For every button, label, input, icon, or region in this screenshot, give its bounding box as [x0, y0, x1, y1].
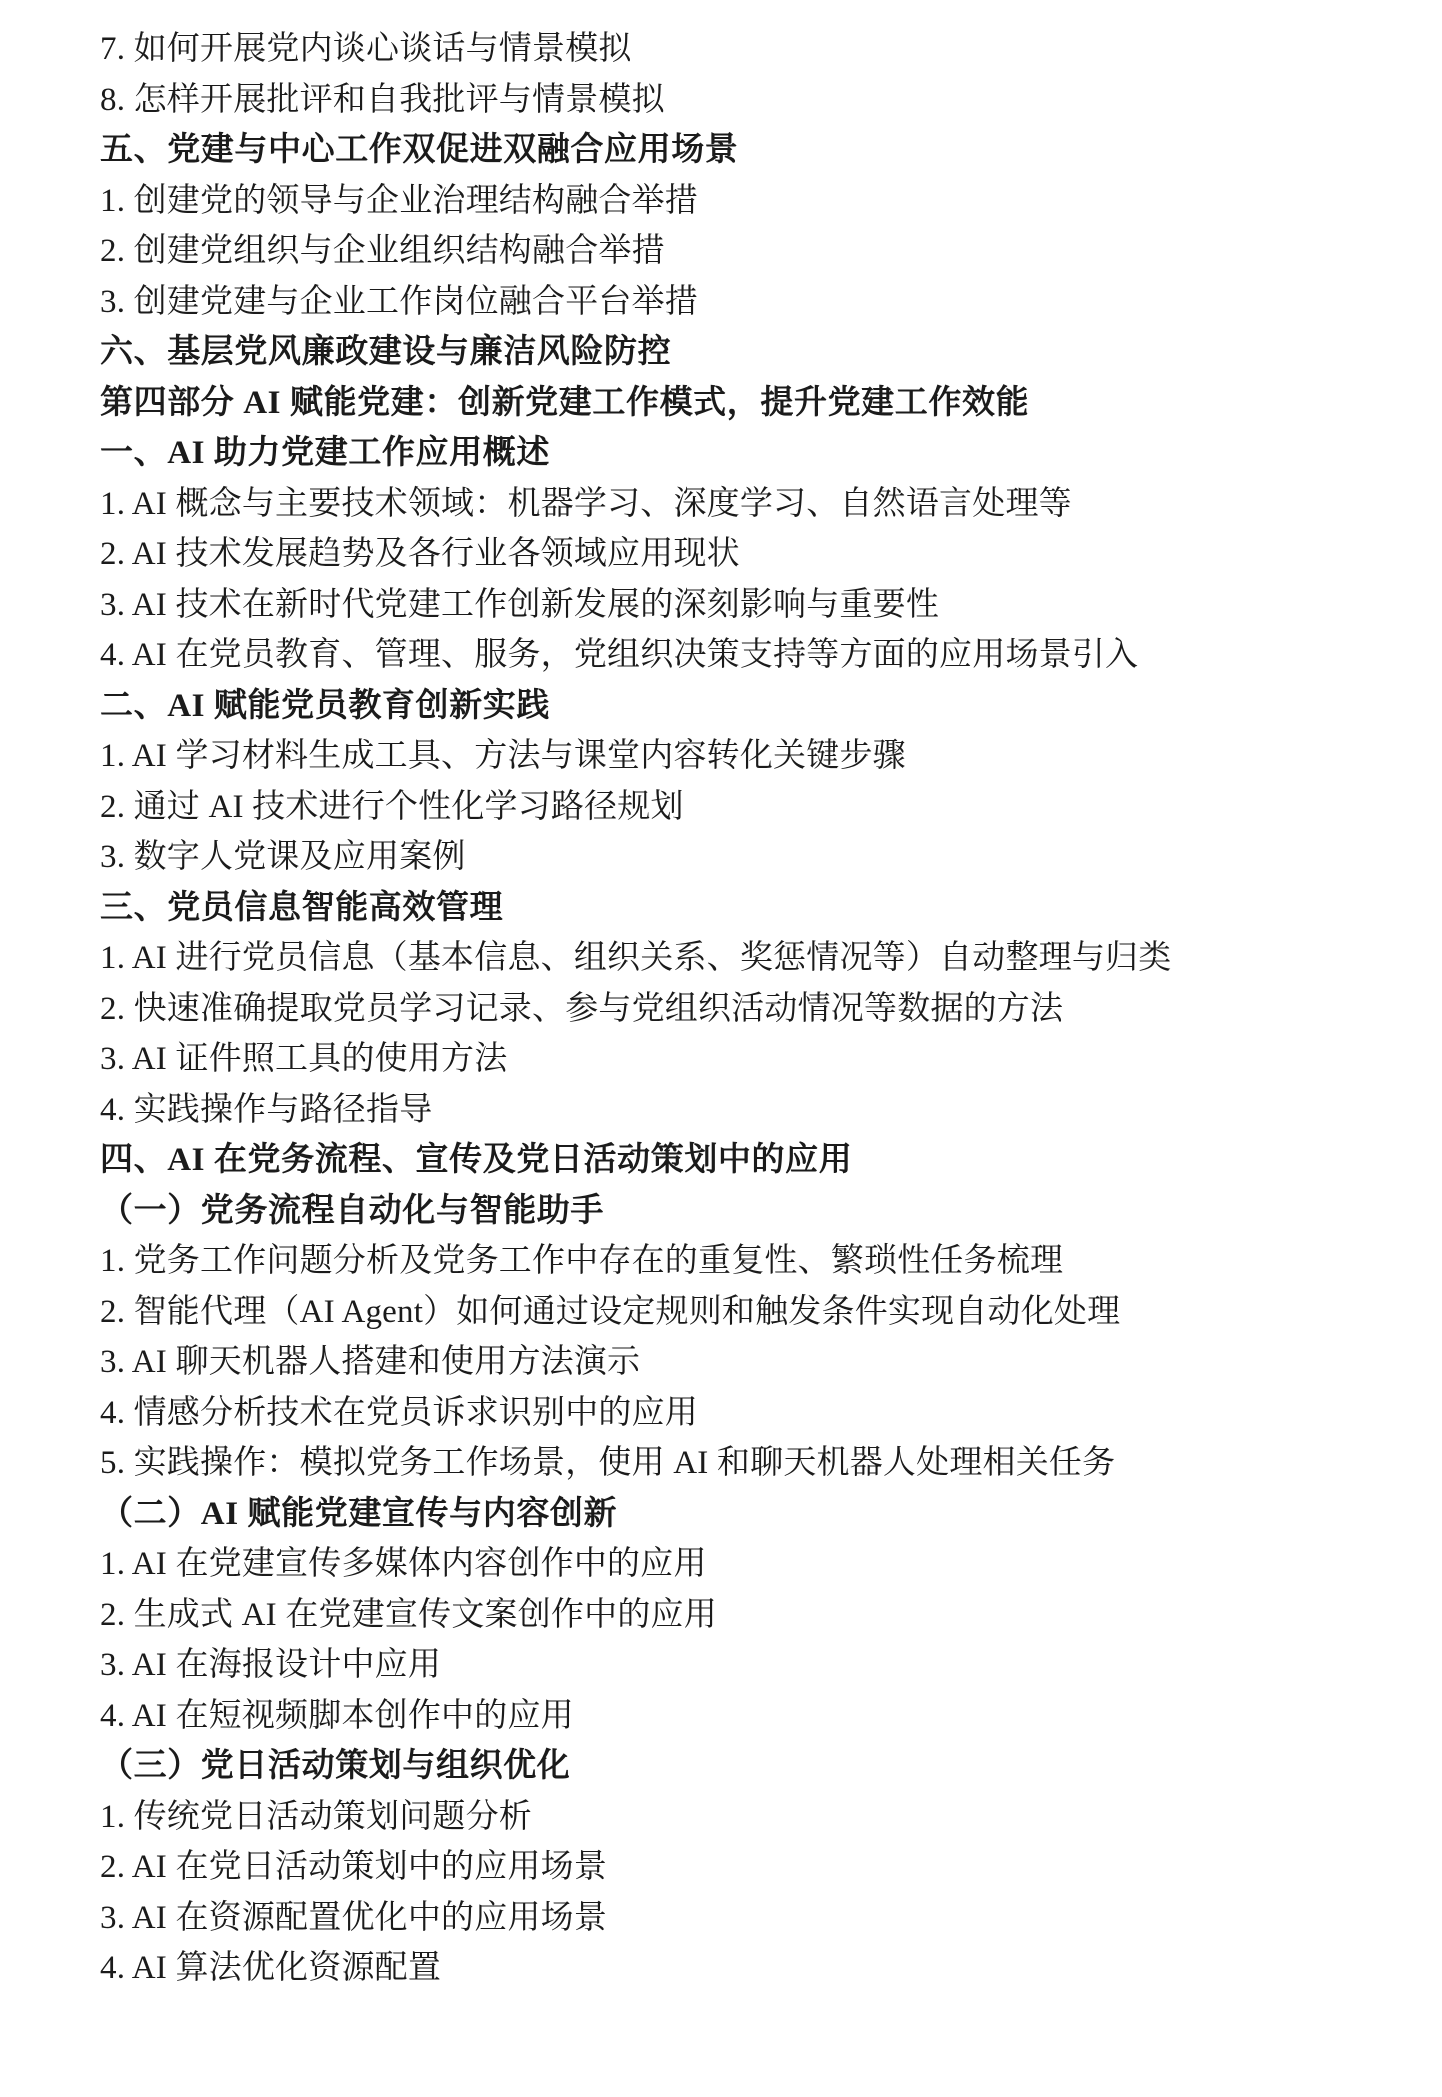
document-line: 4. AI 在短视频脚本创作中的应用	[100, 1697, 574, 1734]
document-line: 7. 如何开展党内谈心谈话与情景模拟	[100, 31, 632, 67]
document-line: 2. AI 在党日活动策划中的应用场景	[100, 1849, 608, 1885]
document-heading: （二）AI 赋能党建宣传与内容创新	[100, 1495, 618, 1532]
document-line: 5. 实践操作：模拟党务工作场景，使用 AI 和聊天机器人处理相关任务	[100, 1445, 1116, 1481]
document-line: 2. 智能代理（AI Agent）如何通过设定规则和触发条件实现自动化处理	[100, 1293, 1121, 1330]
document-line: 4. AI 在党员教育、管理、服务，党组织决策支持等方面的应用场景引入	[100, 637, 1139, 673]
document-line: 3. AI 在海报设计中应用	[100, 1647, 442, 1683]
document-heading: 五、党建与中心工作双促进双融合应用场景	[100, 132, 739, 168]
document-heading: 六、基层党风廉政建设与廉洁风险防控	[100, 334, 672, 370]
document-heading: （一）党务流程自动化与智能助手	[100, 1192, 604, 1229]
document-line: 2. 快速准确提取党员学习记录、参与党组织活动情况等数据的方法	[100, 990, 1064, 1027]
document-line: 3. 创建党建与企业工作岗位融合平台举措	[100, 283, 698, 320]
document-heading: 第四部分 AI 赋能党建：创新党建工作模式，提升党建工作效能	[100, 384, 1030, 421]
document-line: 1. AI 学习材料生成工具、方法与课堂内容转化关键步骤	[100, 738, 906, 774]
document-heading: 三、党员信息智能高效管理	[100, 889, 504, 926]
document-line: 3. AI 在资源配置优化中的应用场景	[100, 1899, 608, 1936]
document-line: 3. 数字人党课及应用案例	[100, 839, 466, 875]
document-line: 2. AI 技术发展趋势及各行业各领域应用现状	[100, 536, 740, 572]
document-body	[100, 24, 1382, 1994]
document-line: 4. 情感分析技术在党员诉求识别中的应用	[100, 1394, 698, 1431]
document-heading: （三）党日活动策划与组织优化	[100, 1748, 571, 1784]
document-line: 1. 传统党日活动策划问题分析	[100, 1798, 532, 1835]
document-line: 2. 生成式 AI 在党建宣传文案创作中的应用	[100, 1596, 717, 1633]
document-line: 3. AI 聊天机器人搭建和使用方法演示	[100, 1344, 641, 1380]
document-line: 1. 党务工作问题分析及党务工作中存在的重复性、繁琐性任务梳理	[100, 1243, 1064, 1279]
document-line: 1. 创建党的领导与企业治理结构融合举措	[100, 182, 698, 219]
document-heading: 四、AI 在党务流程、宣传及党日活动策划中的应用	[100, 1142, 853, 1178]
document-line: 1. AI 在党建宣传多媒体内容创作中的应用	[100, 1546, 707, 1582]
document-line: 2. 创建党组织与企业组织结构融合举措	[100, 233, 665, 269]
document-line: 1. AI 概念与主要技术领域：机器学习、深度学习、自然语言处理等	[100, 485, 1072, 522]
document-heading: 一、AI 助力党建工作应用概述	[100, 435, 550, 471]
document-line: 4. 实践操作与路径指导	[100, 1091, 433, 1128]
document-line: 8. 怎样开展批评和自我批评与情景模拟	[100, 81, 665, 118]
document-line: 3. AI 证件照工具的使用方法	[100, 1041, 508, 1077]
document-line: 1. AI 进行党员信息（基本信息、组织关系、奖惩情况等）自动整理与归类	[100, 940, 1172, 976]
document-heading: 二、AI 赋能党员教育创新实践	[100, 687, 550, 724]
document-line: 3. AI 技术在新时代党建工作创新发展的深刻影响与重要性	[100, 586, 940, 623]
document-line: 2. 通过 AI 技术进行个性化学习路径规划	[100, 788, 684, 825]
document-line: 4. AI 算法优化资源配置	[100, 1950, 442, 1986]
